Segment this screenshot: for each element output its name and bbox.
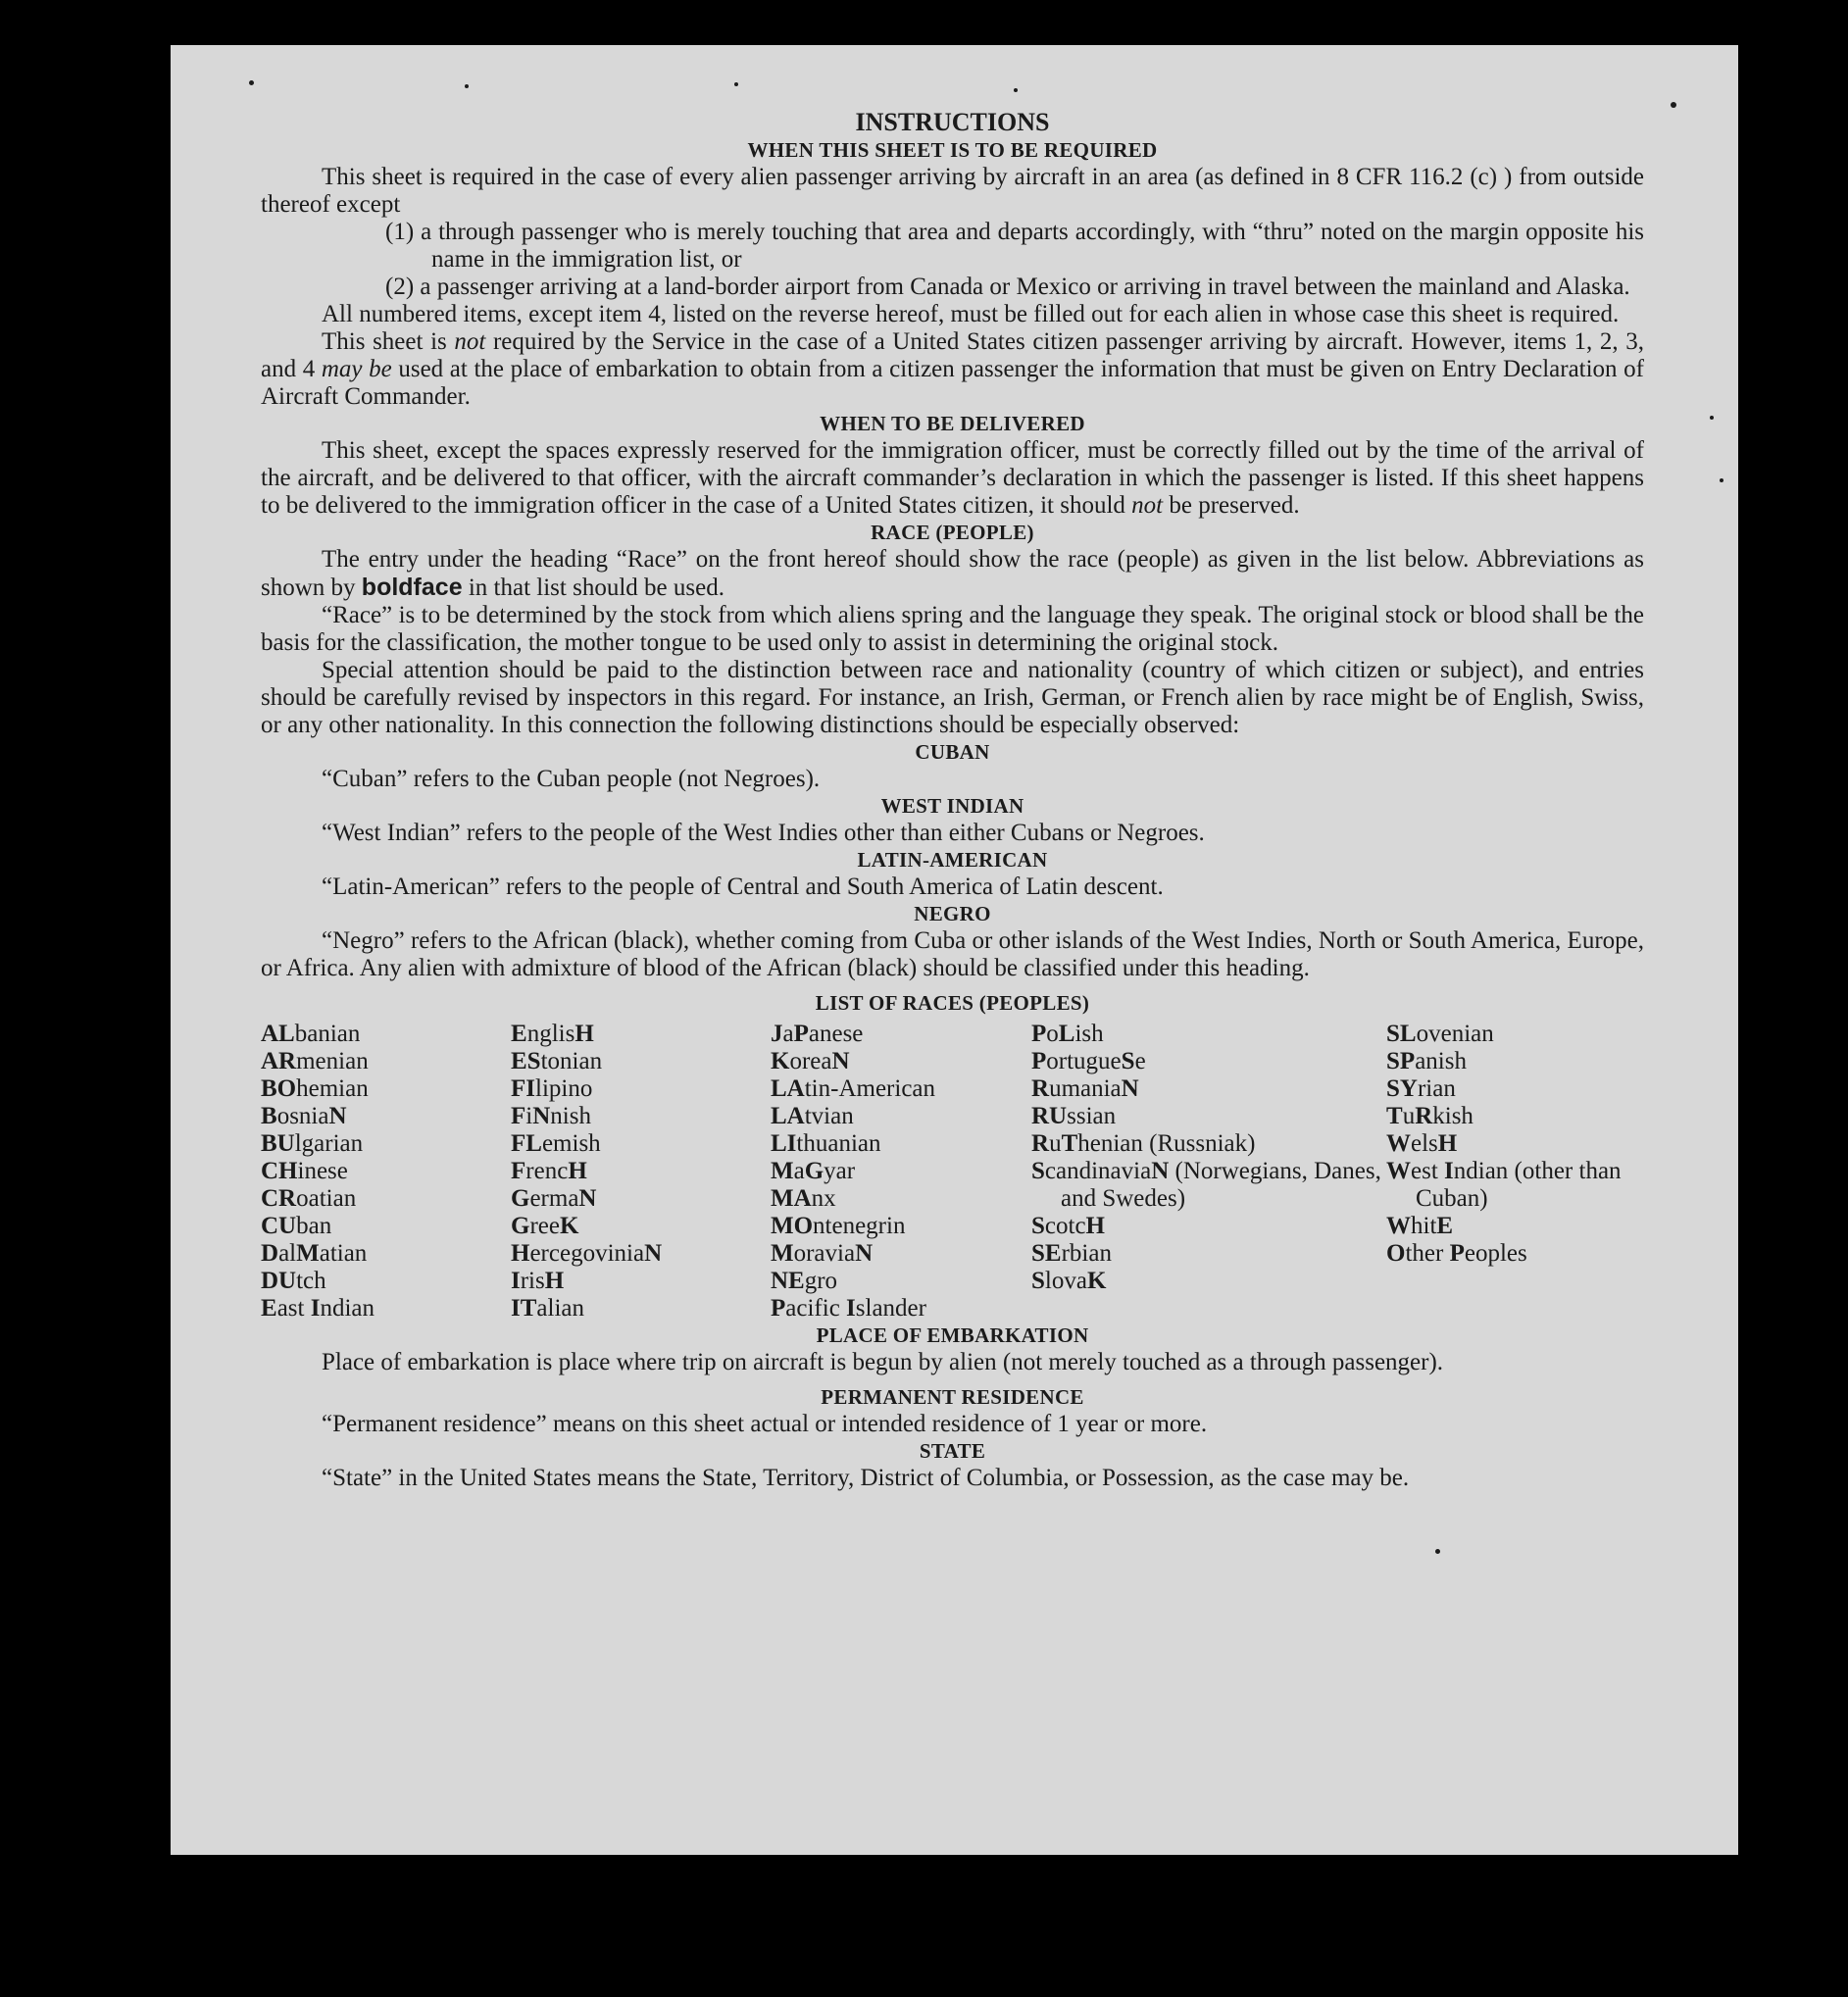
race-abbrev: W [1386, 1130, 1411, 1157]
race-abbrev: M [771, 1158, 794, 1184]
race-text: rian [1417, 1075, 1456, 1102]
heading-when-delivered: WHEN TO BE DELIVERED [820, 412, 1085, 435]
race-entry [511, 1185, 771, 1213]
race-abbrev: G [511, 1185, 530, 1212]
race-text: a [782, 1021, 794, 1047]
race-text: hit [1411, 1213, 1437, 1239]
p3-may-be: may be [321, 356, 392, 382]
race-entry [771, 1021, 1031, 1048]
race-text: erma [529, 1185, 579, 1212]
race-text: u [1402, 1103, 1416, 1129]
race-text: acific [785, 1295, 847, 1322]
race-p1-part-a: The entry under the heading “Race” on the front hereof should show the race (people) as given in the list below. Abbreviations as shown by [261, 546, 1644, 601]
race-text: nish [550, 1103, 591, 1129]
race-abbrev: FI [511, 1075, 535, 1102]
race-text: ban [296, 1213, 332, 1239]
heading-negro: NEGRO [914, 902, 991, 925]
required-paragraph-2: All numbered items, except item 4, listed on the reverse hereof, must be filled out for each alien in whose case this sheet is required. [322, 301, 1620, 327]
document-title: INSTRUCTIONS [855, 108, 1050, 136]
race-entry [261, 1268, 511, 1295]
race-abbrev: AR [261, 1048, 297, 1074]
race-p1-part-b: in that list should be used. [462, 574, 724, 601]
delivered-paragraph [261, 437, 1644, 520]
race-abbrev: LA [771, 1103, 805, 1129]
race-text: lova [1044, 1268, 1087, 1294]
race-abbrev: R [1031, 1130, 1050, 1157]
race-text: inese [297, 1158, 348, 1184]
heading-latin-american: LATIN-AMERICAN [857, 848, 1048, 872]
race-abbrev: N [1121, 1075, 1139, 1102]
race-text: a [793, 1158, 805, 1184]
race-abbrev: CR [261, 1185, 297, 1212]
race-text: ntenegrin [813, 1213, 906, 1239]
cuban-text: “Cuban” refers to the Cuban people (not Negroes). [322, 766, 821, 792]
race-entry [511, 1158, 771, 1185]
race-text: lipino [535, 1075, 593, 1102]
race-text: oravia [793, 1240, 856, 1267]
race-abbrev: R [1415, 1103, 1433, 1129]
race-text: ercegovinia [529, 1240, 645, 1267]
race-abbrev: K [771, 1048, 790, 1074]
race-abbrev: LA [771, 1075, 805, 1102]
race-text: els [1411, 1130, 1438, 1157]
race-abbrev: K [559, 1213, 579, 1239]
heading-west-indian: WEST INDIAN [880, 794, 1024, 818]
race-abbrev: CU [261, 1213, 297, 1239]
race-text: tin-American [804, 1075, 936, 1102]
race-abbrev: H [544, 1268, 565, 1294]
heading-when-required: WHEN THIS SHEET IS TO BE REQUIRED [747, 138, 1158, 162]
race-entry [1386, 1048, 1661, 1075]
races-column [771, 1021, 1031, 1323]
race-abbrev: M [296, 1240, 320, 1267]
race-abbrev: N [644, 1240, 663, 1267]
race-entry [511, 1075, 771, 1103]
race-entry [1386, 1103, 1661, 1130]
race-text: alian [536, 1295, 584, 1322]
race-abbrev: I [846, 1295, 856, 1322]
race-text: anese [808, 1021, 864, 1047]
race-abbrev: M [771, 1240, 794, 1267]
heading-state: STATE [919, 1439, 986, 1463]
race-text: gro [804, 1268, 838, 1294]
race-entry [511, 1268, 771, 1295]
race-abbrev: NE [771, 1268, 805, 1294]
race-text: candinavia [1044, 1158, 1152, 1184]
race-abbrev: F [511, 1158, 526, 1184]
race-abbrev: S [1031, 1268, 1045, 1294]
races-column [1031, 1021, 1386, 1323]
race-entry [1031, 1158, 1386, 1213]
race-text: nx [811, 1185, 836, 1212]
race-text: ther [1405, 1240, 1450, 1267]
races-column [511, 1021, 771, 1323]
heading-place-of-embarkation: PLACE OF EMBARKATION [816, 1323, 1089, 1347]
exception-item-1: (1) a through passenger who is merely touching that area and departs accordingly, with “thru” noted on the margin opposite his name in the immigration list, or [385, 219, 1644, 273]
p3-part-a: This sheet is [322, 328, 455, 355]
race-abbrev: H [568, 1158, 587, 1184]
race-text: banian [294, 1021, 361, 1047]
delivered-not: not [1131, 492, 1164, 519]
race-entry [511, 1021, 771, 1048]
west-indian-text: “West Indian” refers to the people of the West Indies other than either Cubans or Negroes. [322, 820, 1205, 846]
race-abbrev: N [578, 1185, 597, 1212]
heading-race: RACE (PEOPLE) [871, 521, 1034, 544]
race-abbrev: FL [511, 1130, 542, 1157]
race-abbrev: I [1444, 1158, 1454, 1184]
race-abbrev: N [855, 1240, 874, 1267]
required-paragraph-3 [261, 328, 1644, 411]
race-abbrev: DU [261, 1268, 297, 1294]
race-p1-boldface: boldface [361, 574, 463, 601]
delivered-part-b: be preserved. [1163, 492, 1300, 519]
race-abbrev: R [1031, 1075, 1050, 1102]
race-abbrev: CH [261, 1158, 298, 1184]
race-abbrev: L [1058, 1021, 1075, 1047]
race-abbrev: IT [511, 1295, 537, 1322]
p3-part-b: required by the Service in the case of a United States citizen passenger arriving by aircraft. However, items 1, 2, 3, and 4 [261, 328, 1644, 382]
race-text: tonian [540, 1048, 603, 1074]
race-entry [1031, 1130, 1386, 1158]
races-column [261, 1021, 511, 1323]
race-abbrev: P [1031, 1048, 1047, 1074]
race-entry [771, 1185, 1031, 1213]
races-column [1386, 1021, 1661, 1323]
race-abbrev: P [771, 1295, 786, 1322]
heading-list-of-races: LIST OF RACES (PEOPLES) [815, 991, 1090, 1015]
race-text: cotc [1044, 1213, 1086, 1239]
race-abbrev: H [574, 1021, 594, 1047]
race-entry [261, 1130, 511, 1158]
race-text: anish [1415, 1048, 1467, 1074]
race-abbrev: H [1085, 1213, 1105, 1239]
race-entry [1386, 1213, 1661, 1240]
race-abbrev: H [1437, 1130, 1458, 1157]
race-entry [1031, 1048, 1386, 1075]
races-list [261, 1021, 1644, 1323]
race-entry [511, 1213, 771, 1240]
race-text: renc [525, 1158, 569, 1184]
race-abbrev: BU [261, 1130, 295, 1157]
race-text: ortugue [1046, 1048, 1122, 1074]
race-entry [1031, 1213, 1386, 1240]
race-text: o [1046, 1021, 1059, 1047]
race-abbrev: BO [261, 1075, 297, 1102]
race-abbrev: W [1386, 1213, 1411, 1239]
race-abbrev: SY [1386, 1075, 1418, 1102]
race-abbrev: MA [771, 1185, 812, 1212]
race-entry [261, 1075, 511, 1103]
race-text: henian (Russniak) [1077, 1130, 1256, 1157]
race-abbrev: N [1151, 1158, 1170, 1184]
race-entry [1386, 1075, 1661, 1103]
race-abbrev: J [771, 1021, 783, 1047]
race-abbrev: N [328, 1103, 347, 1129]
race-abbrev: S [1031, 1213, 1045, 1239]
race-abbrev: I [511, 1268, 521, 1294]
race-entry [771, 1295, 1031, 1323]
race-entry [1031, 1075, 1386, 1103]
race-text: osnia [276, 1103, 329, 1129]
race-entry [771, 1158, 1031, 1185]
race-entry [511, 1130, 771, 1158]
race-text: nglis [526, 1021, 575, 1047]
race-entry [511, 1103, 771, 1130]
race-text: ris [520, 1268, 545, 1294]
race-entry [511, 1295, 771, 1323]
race-abbrev: P [1031, 1021, 1047, 1047]
race-entry [771, 1130, 1031, 1158]
p3-part-c: used at the place of embarkation to obtain from a citizen passenger the information that must be given on Entry Declaration of Aircraft Commander. [261, 356, 1645, 410]
race-entry [1031, 1240, 1386, 1268]
race-text: ndian (other than Cuban) [1416, 1158, 1622, 1212]
race-text: umania [1049, 1075, 1122, 1102]
race-entry [261, 1021, 511, 1048]
race-text: ast [276, 1295, 311, 1322]
race-abbrev: E [1436, 1213, 1454, 1239]
race-abbrev: LI [771, 1130, 797, 1157]
race-entry [771, 1268, 1031, 1295]
race-text: ovenian [1416, 1021, 1494, 1047]
race-text: eoples [1464, 1240, 1527, 1267]
race-entry [261, 1240, 511, 1268]
race-abbrev: D [261, 1240, 279, 1267]
race-entry [261, 1158, 511, 1185]
race-abbrev: S [1031, 1158, 1045, 1184]
race-abbrev: S [1121, 1048, 1135, 1074]
race-abbrev: T [1386, 1103, 1403, 1129]
race-text: emish [541, 1130, 601, 1157]
race-text: e [1134, 1048, 1146, 1074]
race-entry [771, 1103, 1031, 1130]
race-entry [261, 1048, 511, 1075]
embarkation-text: Place of embarkation is place where trip on aircraft is begun by alien (not merely touched as a through passenger). [322, 1349, 1444, 1375]
residence-text: “Permanent residence” means on this sheet actual or intended residence of 1 year or more. [322, 1411, 1208, 1437]
exception-item-2: (2) a passenger arriving at a land-border airport from Canada or Mexico or arriving in travel between the mainland and Alaska. [385, 274, 1630, 300]
race-entry [1031, 1268, 1386, 1295]
race-text: ssian [1067, 1103, 1117, 1129]
race-abbrev: O [1386, 1240, 1406, 1267]
race-entry [261, 1185, 511, 1213]
required-paragraph-1: This sheet is required in the case of every alien passenger arriving by aircraft in an area (as defined in 8 CFR 116.2 (c) ) from outside thereof except [261, 164, 1644, 218]
race-entry [511, 1240, 771, 1268]
race-text: hemian [296, 1075, 369, 1102]
race-abbrev: K [1086, 1268, 1107, 1294]
race-paragraph-2: “Race” is to be determined by the stock from which aliens spring and the language they speak. The original stock or blood shall be the basis for the classification, the mother tongue to be used only to assist in determining the original stock. [261, 602, 1644, 656]
race-entry [511, 1048, 771, 1075]
race-entry [1386, 1158, 1661, 1213]
race-abbrev: G [511, 1213, 530, 1239]
race-text: slander [855, 1295, 926, 1322]
race-abbrev: P [793, 1021, 809, 1047]
race-abbrev: E [511, 1021, 527, 1047]
race-text: rbian [1061, 1240, 1112, 1267]
race-abbrev: E [261, 1295, 277, 1322]
race-text: u [1049, 1130, 1062, 1157]
race-text: thuanian [796, 1130, 881, 1157]
race-abbrev: G [804, 1158, 824, 1184]
race-text: i [525, 1103, 533, 1129]
race-text: tvian [804, 1103, 854, 1129]
race-abbrev: I [310, 1295, 321, 1322]
race-entry [771, 1240, 1031, 1268]
race-abbrev: SE [1031, 1240, 1062, 1267]
race-abbrev: W [1386, 1158, 1411, 1184]
race-text: ndian [320, 1295, 375, 1322]
race-entry [771, 1048, 1031, 1075]
race-text: ree [529, 1213, 560, 1239]
instruction-sheet [171, 45, 1738, 1855]
race-text: ish [1074, 1021, 1104, 1047]
race-entry [1031, 1021, 1386, 1048]
delivered-part-a: This sheet, except the spaces expressly reserved for the immigration officer, must be correctly filled out by the time of the arrival of the aircraft, and be delivered to that officer, with the aircraft commander’s declaration in which the passenger is listed. If this sheet happens to be delivered to the immigration officer in the case of a United States citizen, it should [261, 437, 1644, 519]
race-entry [261, 1295, 511, 1323]
race-entry [1031, 1103, 1386, 1130]
race-text: menian [296, 1048, 369, 1074]
race-text: (Norwegians, Danes, and Swedes) [1061, 1158, 1381, 1212]
race-abbrev: P [1449, 1240, 1465, 1267]
heading-permanent-residence: PERMANENT RESIDENCE [821, 1385, 1084, 1409]
race-abbrev: RU [1031, 1103, 1068, 1129]
negro-text: “Negro” refers to the African (black), whether coming from Cuba or other islands of the West Indies, North or South America, Europe, or Africa. Any alien with admixture of blood of the African (black) should be classified under this heading. [261, 927, 1644, 981]
race-entry [1386, 1240, 1661, 1268]
race-abbrev: T [1061, 1130, 1078, 1157]
race-paragraph-3: Special attention should be paid to the distinction between race and nationality (country of which citizen or subject), and entries should be carefully revised by inspectors in this regard. For instance, an Irish, German, or French alien by race might be of English, Swiss, or any other nationality. In this connection the following distinctions should be especially observed: [261, 657, 1644, 738]
race-text: orea [789, 1048, 832, 1074]
race-text: atian [319, 1240, 368, 1267]
state-text: “State” in the United States means the State, Territory, District of Columbia, or Possession, as the case may be. [322, 1465, 1410, 1491]
race-entry [771, 1075, 1031, 1103]
race-entry [1386, 1021, 1661, 1048]
race-abbrev: AL [261, 1021, 295, 1047]
race-abbrev: SL [1386, 1021, 1417, 1047]
race-text: oatian [296, 1185, 357, 1212]
race-entry [1386, 1130, 1661, 1158]
race-abbrev: H [511, 1240, 530, 1267]
race-text: lgarian [294, 1130, 364, 1157]
race-abbrev: B [261, 1103, 277, 1129]
race-abbrev: F [511, 1103, 526, 1129]
race-entry [261, 1103, 511, 1130]
race-abbrev: MO [771, 1213, 814, 1239]
race-paragraph-1 [261, 546, 1644, 602]
race-text: kish [1432, 1103, 1473, 1129]
race-entry [771, 1213, 1031, 1240]
race-abbrev: SP [1386, 1048, 1416, 1074]
race-abbrev: ES [511, 1048, 541, 1074]
race-abbrev: N [532, 1103, 551, 1129]
race-text: yar [824, 1158, 856, 1184]
race-text: al [278, 1240, 297, 1267]
race-text: est [1411, 1158, 1445, 1184]
race-abbrev: N [831, 1048, 850, 1074]
p3-not: not [454, 328, 486, 355]
race-entry [261, 1213, 511, 1240]
heading-cuban: CUBAN [915, 740, 990, 764]
race-text: tch [296, 1268, 326, 1294]
latin-american-text: “Latin-American” refers to the people of Central and South America of Latin descent. [322, 874, 1164, 900]
